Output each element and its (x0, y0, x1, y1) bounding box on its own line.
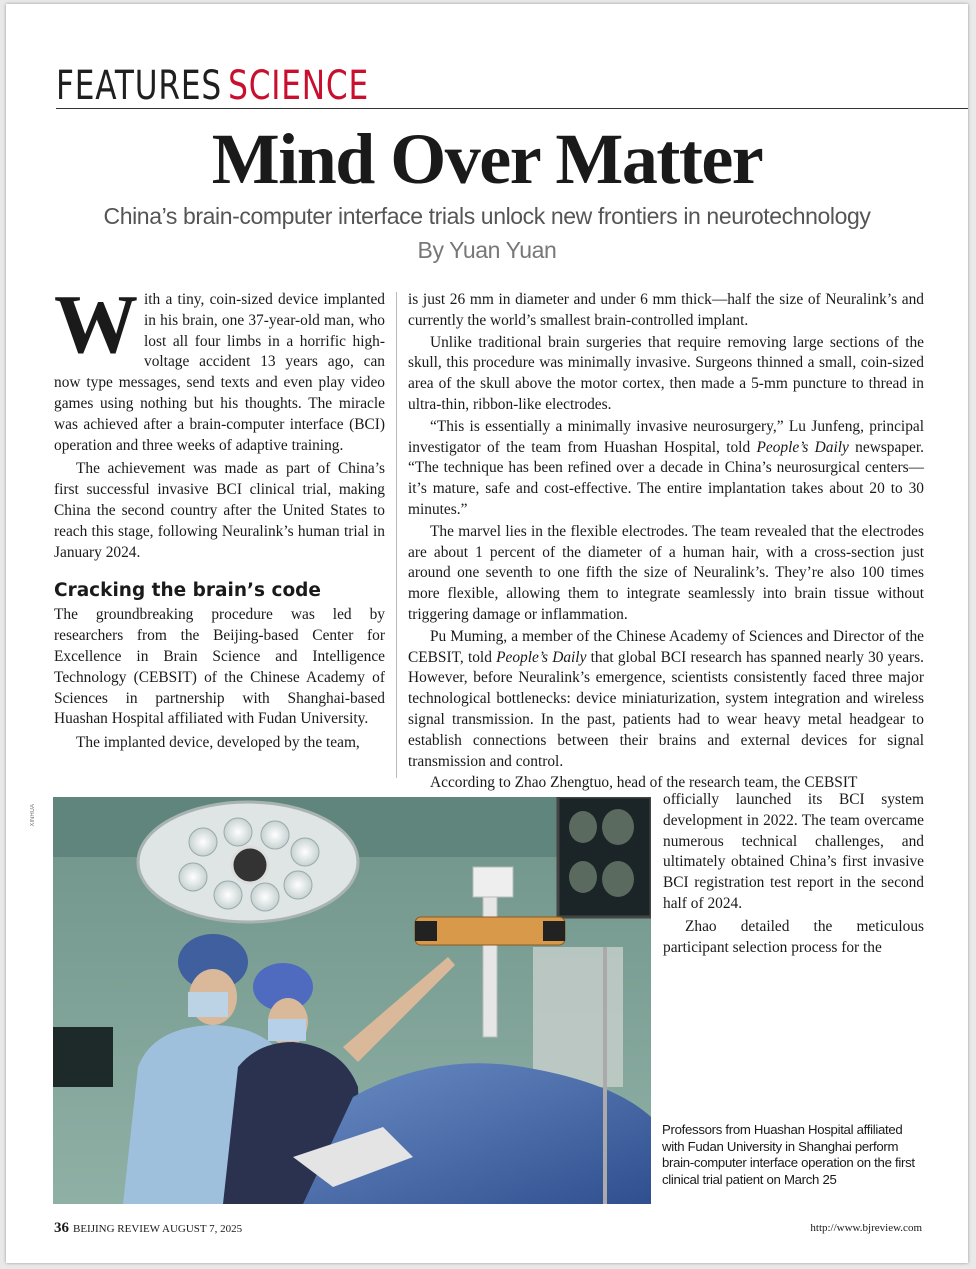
paragraph: is just 26 mm in diameter and under 6 mm thick—half the size of Neuralink’s and currently the world’s smallest brain-controlled implant. (408, 291, 924, 329)
paragraph (54, 278, 385, 456)
section-label: FEATURES (56, 63, 222, 109)
text-column-1 (54, 278, 385, 754)
surgery-photo (53, 797, 651, 1204)
section-header (56, 62, 369, 110)
paragraph: Unlike traditional brain surgeries that require removing large sections of the skull, this procedure was minimally invasive. Surgeons thinned a small, coin-sized area of the skull above the motor cortex, then made a 5-mm puncture to thread in ultra-thin, ribbon-like electrodes. (408, 333, 924, 413)
paragraph (408, 417, 924, 521)
text-column-3 (663, 790, 924, 958)
paragraph: The achievement was made as part of China’s first successful invasive BCI clinical trial, making China the second country after the United States to reach this stage, following Neuralink’s human trial in January 2024. (54, 460, 385, 561)
paragraph: The marvel lies in the flexible electrodes. The team revealed that the electrodes are about 1 percent of the diameter of a human hair, with a cross-section just around one seventh to one fifth the size of Neuralink’s. They’re also 100 times more flexible, allowing them to integrate seamlessly into brain tissue without triggering damage or inflammation. (408, 522, 924, 623)
page-number: 36 (54, 1220, 69, 1236)
header-rule (56, 108, 968, 109)
paragraph: According to Zhao Zhengtuo, head of the research team, the CEBSIT (430, 774, 858, 792)
operating-room-illustration (53, 797, 651, 1204)
paragraph-text: that global BCI research has spanned nearly 30 years. However, before Neuralink’s emergence, scientists consistently faced three major technological bottlenecks: device miniaturization, system integration and wireless signal transmission. In the past, patients had to wear heavy metal headgear to establish connections between their brains and external devices for signal transmission and control. (408, 648, 924, 770)
publication-name: People’s Daily (756, 438, 849, 456)
paragraph: officially launched its BCI system development in 2022. The team overcame numerous technical challenges, and ultimately obtained China’s first invasive BCI registration test report in the second half of 2024. (663, 791, 924, 912)
article-subtitle: China’s brain-computer interface trials unlock new frontiers in neurotechnology (103, 203, 871, 229)
paragraph-text: “This is essentially a minimally invasive neurosurgery,” Lu Junfeng, principal investigator of the team from Huashan Hospital, told (408, 417, 924, 456)
paragraph-text: ith a tiny, coin-sized device implanted in his brain, one 37-year-old man, who lost all four limbs in a horrific high-voltage accident 13 years ago, can now type messages, send texts and even play video games using nothing but his thoughts. The miracle was achieved after a brain-computer interface (BCI) operation and three weeks of adaptive training. (54, 291, 385, 454)
photo-credit: XINHUA (30, 804, 36, 827)
footer-url: http://www.bjreview.com (810, 1222, 922, 1234)
paragraph: The groundbreaking procedure was led by researchers from the Beijing-based Center for Excellence in Brain Science and Intelligence Technology (CEBSIT) of the Chinese Academy of Sciences in partnership with Shanghai-based Huashan Hospital affiliated with Fudan University. (54, 606, 385, 728)
photo-caption: Professors from Huashan Hospital affiliated with Fudan University in Shanghai perform brain-computer interface operation on the first clinical trial patient on March 25 (662, 1122, 915, 1187)
column-divider (396, 292, 397, 778)
paragraph-text: Pu Muming, a member of the Chinese Academy of Sciences and Director of the CEBSIT, told (408, 627, 924, 666)
article-title: Mind Over Matter (211, 119, 763, 199)
section-subhead: Cracking the brain’s code (54, 580, 321, 602)
issue-label: BEIJING REVIEW AUGUST 7, 2025 (73, 1223, 243, 1235)
paragraph-text: newspaper. “The technique has been refined over a decade in China’s neurosurgical centers—it’s mature, safe and cost-effective. The entire implantation takes about 20 to 30 minutes.” (408, 438, 924, 518)
paragraph: The implanted device, developed by the team, (76, 734, 360, 752)
publication-name: People’s Daily (496, 648, 587, 666)
article-byline: By Yuan Yuan (417, 237, 557, 263)
drop-cap: W (54, 278, 138, 371)
paragraph: Zhao detailed the meticulous participant selection process for the (663, 917, 924, 956)
magazine-page (6, 4, 968, 1263)
text-column-2 (408, 290, 924, 794)
subsection-label: SCIENCE (228, 63, 369, 109)
footer-issue (54, 1220, 242, 1237)
paragraph (408, 627, 924, 773)
